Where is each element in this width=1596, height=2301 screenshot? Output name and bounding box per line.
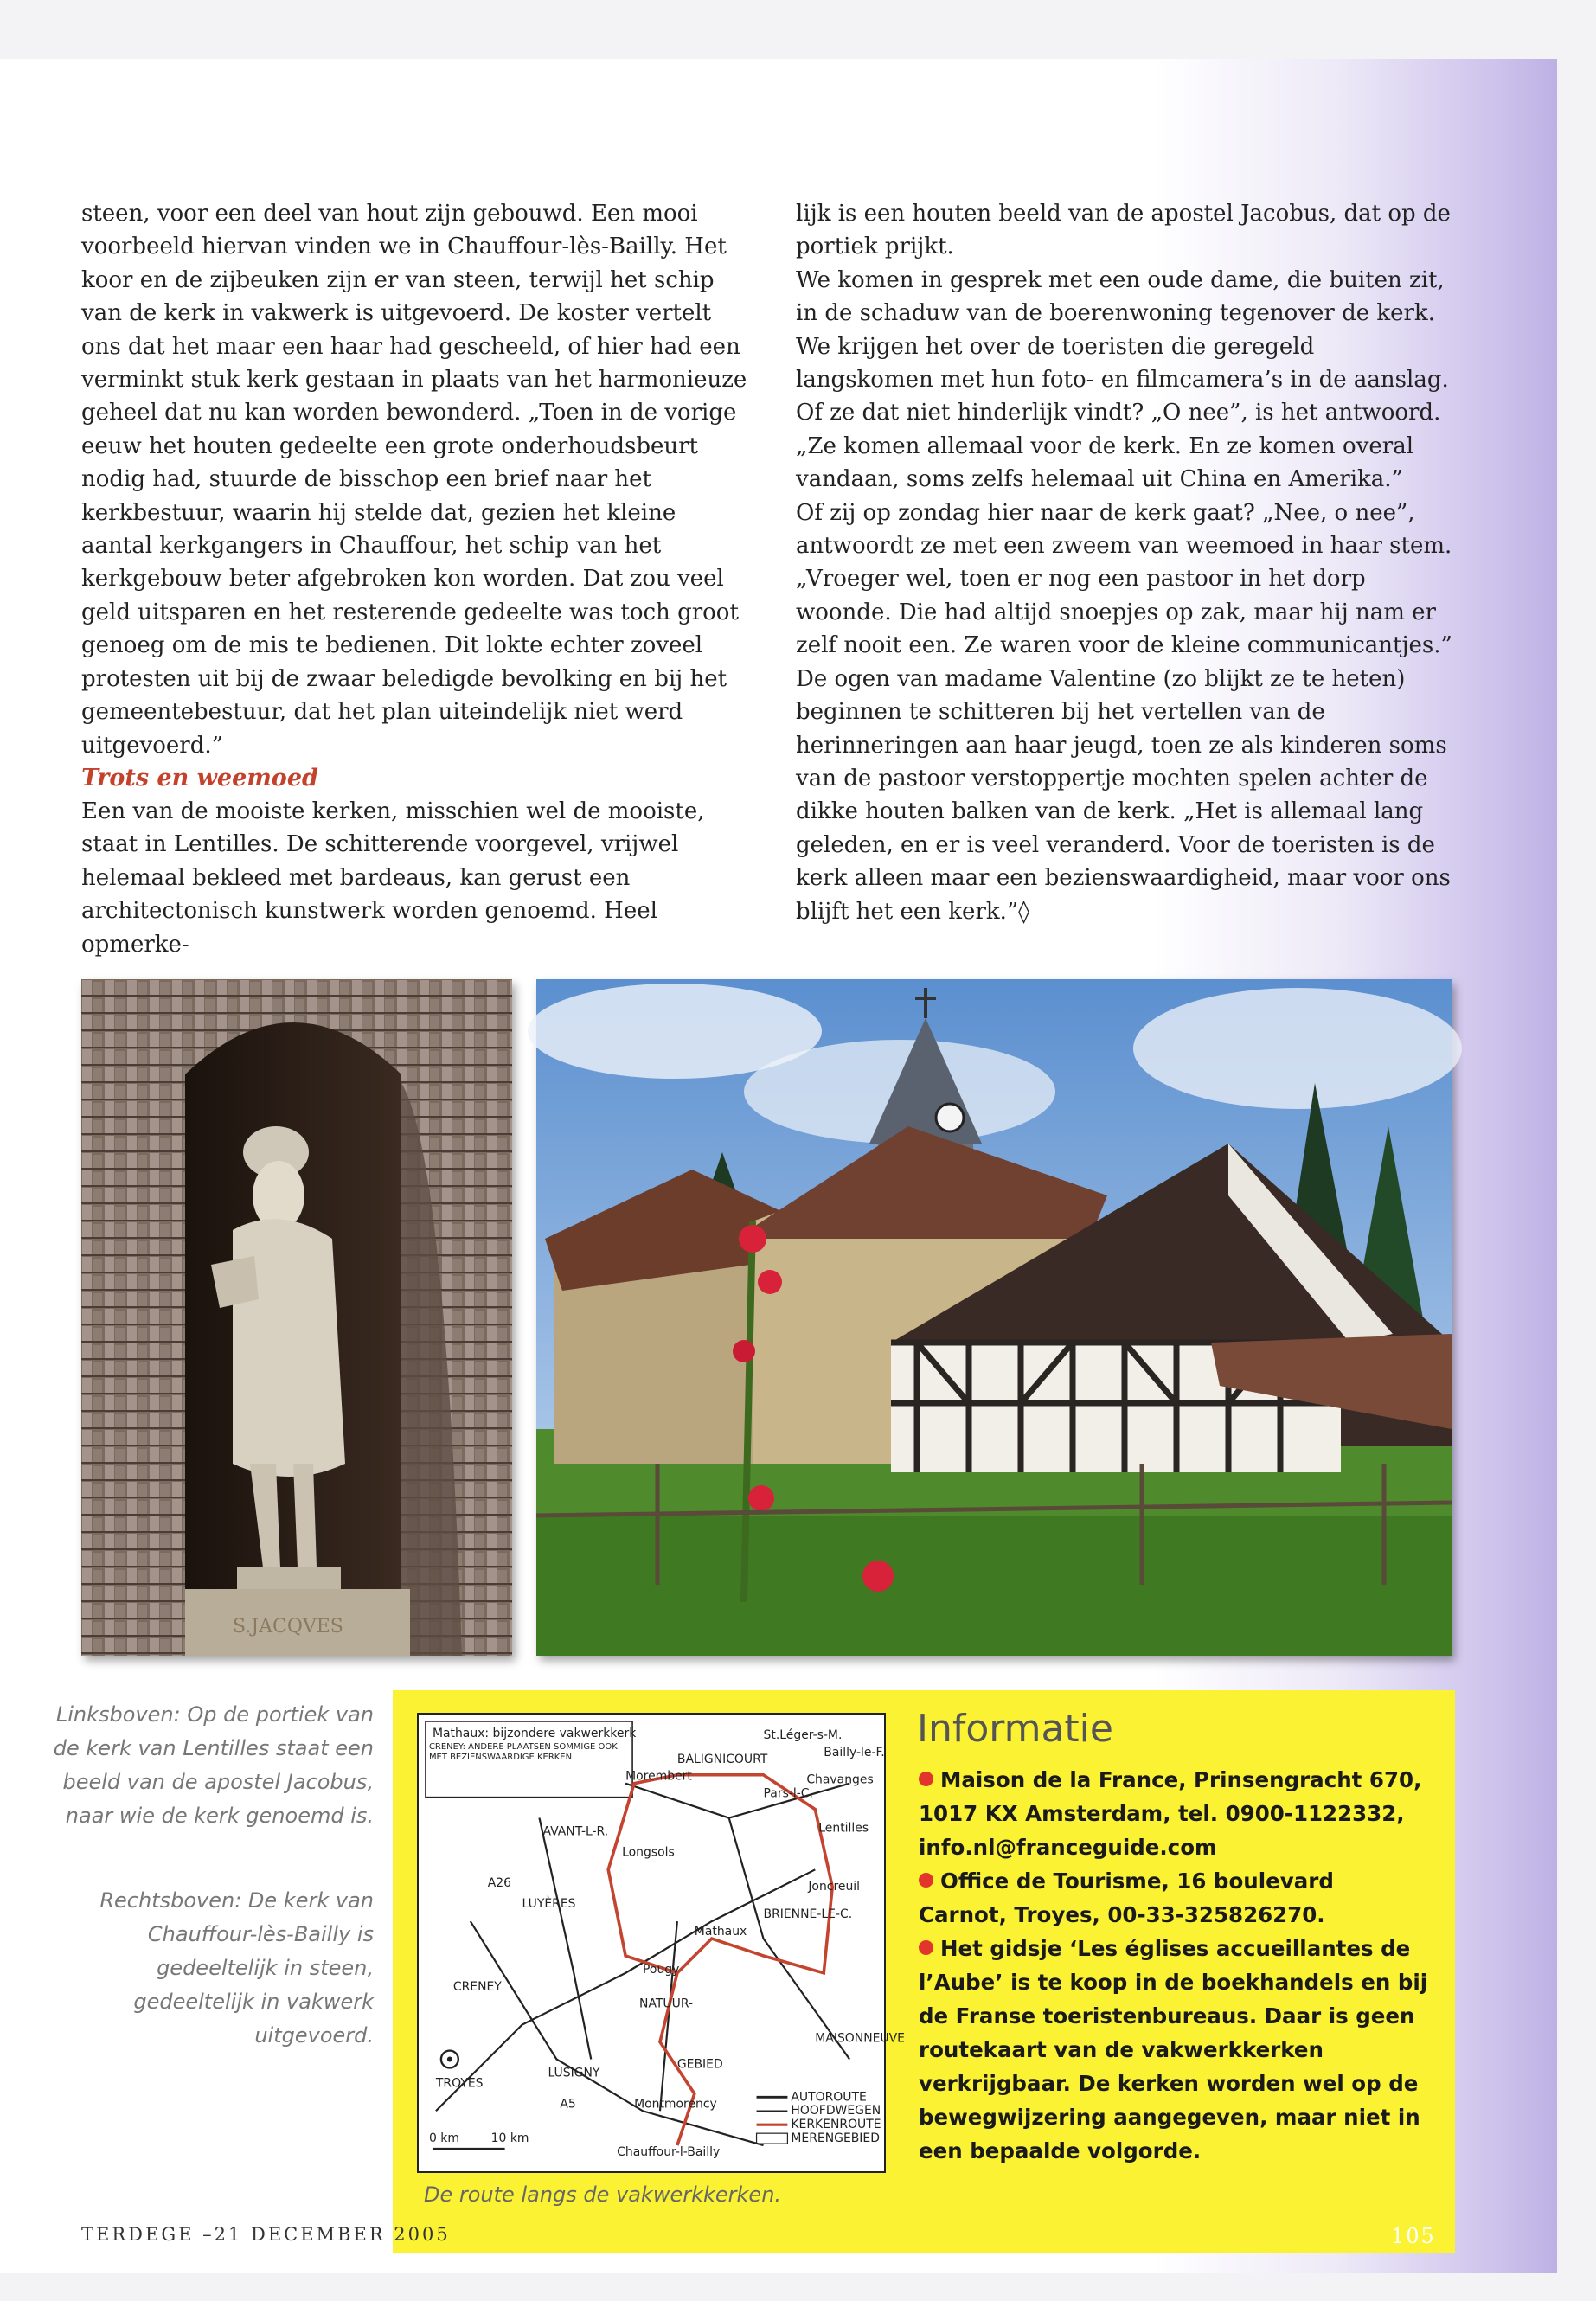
map-place: Montmorency — [634, 2097, 717, 2112]
map-place: Morembert — [625, 1769, 692, 1784]
photo-caption-right: Rechtsboven: De kerk van Chauffour-lès-Bailly is gedeeltelijk in steen, gedeeltelijk in vakwerk uitgevoerd. — [99, 1888, 374, 2048]
photo-caption-left: Linksboven: Op de portiek van de kerk van Lentilles staat een beeld van de apostel Jacobus, naar wie de kerk genoemd is. — [53, 1702, 374, 1828]
map-place: Longsols — [622, 1845, 675, 1860]
map-place: LUSIGNY — [548, 2066, 600, 2080]
map-place: LUYÈRES — [522, 1897, 576, 1912]
article-paragraph: lijk is een houten beeld van de apostel Jacobus, dat op de portiek prijkt. — [796, 201, 1451, 260]
map-caption: De route langs de vakwerkkerken. — [424, 2182, 782, 2207]
info-item-text: Office de Tourisme, 16 boulevard Carnot, Troyes, 00-33-325826270. — [919, 1868, 1334, 1927]
info-item — [919, 1864, 1429, 1932]
church-photo — [536, 979, 1452, 1656]
map-legend-entry: AUTOROUTE — [791, 2090, 867, 2105]
info-item-text: Maison de la France, Prinsengracht 670, 1017 KX Amsterdam, tel. 0900-1122332, info.nl@franceguide.com — [919, 1767, 1422, 1860]
article-column-left — [81, 197, 747, 961]
map-place: Pars-l-C. — [763, 1786, 813, 1801]
map-place: Bailly-le-F. — [824, 1745, 885, 1759]
map-place: MAISONNEUVE — [815, 2031, 905, 2046]
map-place: AVANT-L-R. — [542, 1824, 609, 1839]
red-bullet-icon — [919, 1772, 933, 1786]
section-subheading: Trots en weemoed — [81, 764, 318, 792]
article-paragraph: Of zij op zondag hier naar de kerk gaat? „Nee, o nee”, antwoordt ze met een zweem van weemoed in haar stem. „Vroeger wel, toen er nog een pastoor in het dorp woonde. Die had altijd snoepjes op zak, maar hij nam er zelf nooit een. Ze waren voor de kleine communicantjes.” De ogen van madame Valentine (zo blijkt ze te heten) beginnen te schitteren bij het vertellen van de herinneringen aan haar jeugd, toen ze als kinderen soms van de pastoor verstoppertje mochten spelen achter de dikke houten balken van de kerk. „Het is allemaal lang geleden, en er is veel veranderd. Voor de toeristen is de kerk alleen maar een bezienswaardigheid, maar voor ons blijft het een kerk.”◊ — [796, 499, 1452, 925]
magazine-page — [0, 59, 1557, 2273]
map-place-troyes: TROYES — [435, 2076, 484, 2091]
map-legend-title: Mathaux: bijzondere vakwerkkerk — [432, 1726, 637, 1740]
map-scale-end: 10 km — [490, 2131, 529, 2146]
map-road-label: A26 — [487, 1876, 511, 1891]
map-scale-start: 0 km — [428, 2131, 459, 2146]
info-item — [919, 1763, 1429, 1864]
map-place: Pougy — [643, 1962, 680, 1977]
route-map — [417, 1713, 905, 2173]
page-number: 105 — [1391, 2224, 1436, 2248]
map-place: Joncreuil — [808, 1880, 861, 1894]
info-item — [919, 1932, 1429, 2168]
map-legend-other: CRENEY: ANDERE PLAATSEN SOMMIGE OOK MET BEZIENSWAARDIGE KERKEN — [428, 1741, 618, 1763]
article-paragraph: steen, voor een deel van hout zijn gebouwd. Een mooi voorbeeld hiervan vinden we in Chauffour-lès-Bailly. Het koor en de zijbeuken zijn er van steen, terwijl het schip van de kerk in vakwerk is uitgevoerd. De koster vertelt ons dat het maar een haar had gescheeld, of hier had een verminkt stuk kerk gestaan in plaats van het harmonieuze geheel dat nu kan worden bewonderd. „Toen in de vorige eeuw het houten gedeelte een grote onderhoudsbeurt nodig had, stuurde de bisschop een brief naar het kerkbestuur, waarin hij stelde dat, gezien het kleine aantal kerkgangers in Chauffour, het schip van het kerkgebouw beter afgebroken kon worden. Dat zou veel geld uitsparen en het resterende gedeelte was toch groot genoeg om de mis te bedienen. Dit lokte echter zoveel protesten uit bij de zwaar beledigde bevolking en bij het gemeentebestuur, dat het plan uiteindelijk niet werd uitgevoerd.” — [81, 201, 747, 759]
map-place: Mathaux — [694, 1925, 747, 1939]
map-place: BRIENNE-LE-C. — [763, 1907, 853, 1922]
red-bullet-icon — [919, 1873, 933, 1888]
map-place: St.Léger-s-M. — [763, 1727, 843, 1742]
footer-publication: TERDEGE –21 DECEMBER 2005 — [81, 2224, 451, 2245]
article-column-right — [796, 197, 1453, 928]
map-legend-entry: MERENGEBIED — [791, 2131, 880, 2146]
map-place: Chavanges — [806, 1772, 874, 1787]
map-road-label: A5 — [560, 2097, 576, 2112]
map-place: BALIGNICOURT — [676, 1752, 768, 1766]
svg-text:S.JACQVES: S.JACQVES — [233, 1616, 343, 1638]
map-place: NATUUR- — [639, 1997, 694, 2011]
map-place: Chauffour-l-Bailly — [617, 2145, 721, 2160]
info-title: Informatie — [917, 1707, 1113, 1751]
map-place: CRENEY — [452, 1979, 502, 1994]
statue-photo — [81, 979, 512, 1656]
red-bullet-icon — [919, 1940, 933, 1955]
map-place: GEBIED — [676, 2057, 723, 2072]
info-list — [919, 1763, 1429, 2168]
map-legend-entry: KERKENROUTE — [791, 2118, 881, 2132]
article-paragraph: Een van de mooiste kerken, misschien wel de mooiste, staat in Lentilles. De schitterende voorgevel, vrijwel helemaal bekleed met bardeaus, kan gerust een architectonisch kunstwerk worden genoemd. Heel opmerke- — [81, 798, 705, 958]
info-item-text: Het gidsje ‘Les églises accueillantes de l’Aube’ is te koop in de boekhandels en bij de Franse toeristenbureaus. Daar is geen routekaart van de vakwerkkerken verkrijgbaar. De kerken worden wel op de bewegwijzering aangegeven, maar niet in een bepaalde volgorde. — [919, 1936, 1428, 2163]
map-place: Lentilles — [818, 1821, 869, 1836]
article-paragraph: We komen in gesprek met een oude dame, die buiten zit, in de schaduw van de boerenwoning tegenover de kerk. We krijgen het over de toeristen die geregeld langskomen met hun foto- en filmcamera’s in de aanslag. Of ze dat niet hinderlijk vindt? „O nee”, is het antwoord. „Ze komen allemaal voor de kerk. En ze komen overal vandaan, soms zelfs helemaal uit China en Amerika.” — [796, 266, 1449, 493]
map-legend-entry: HOOFDWEGEN — [791, 2104, 881, 2118]
